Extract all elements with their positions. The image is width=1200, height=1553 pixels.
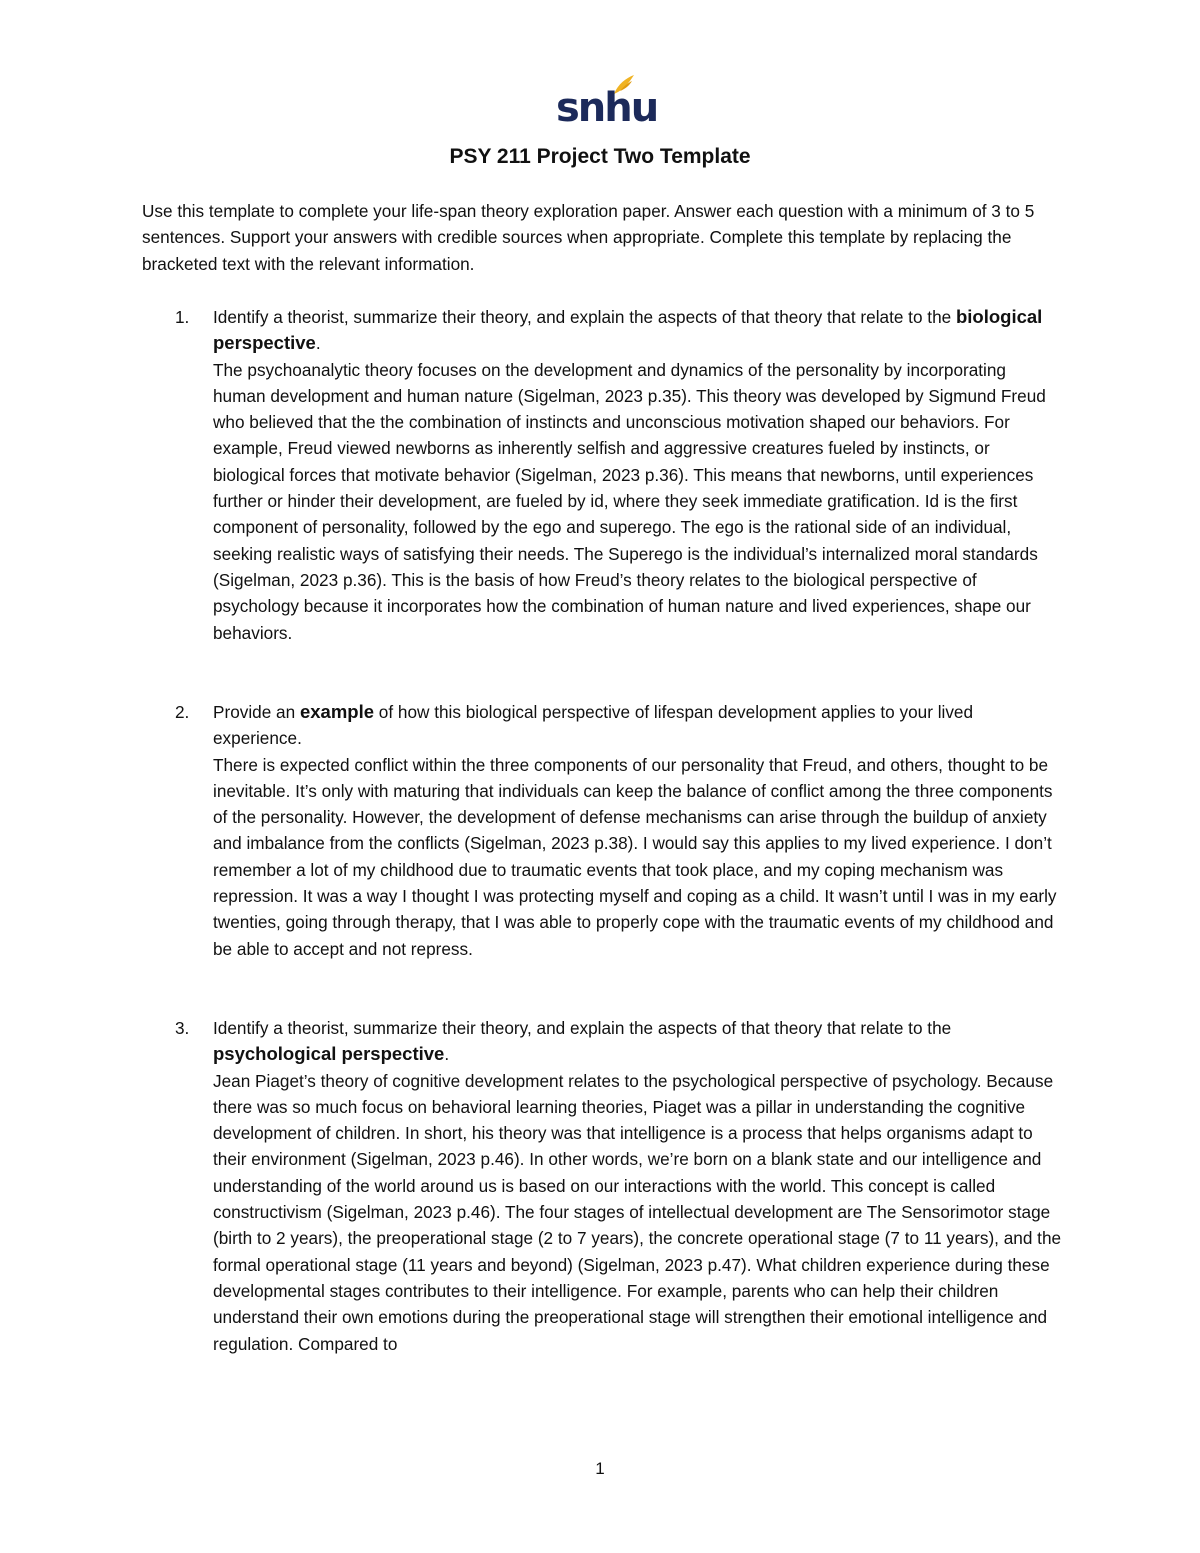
- question-prompt: Provide an example of how this biological perspective of lifespan development applies to your lived experience.: [213, 701, 974, 749]
- question-emphasis: biological perspective: [213, 306, 1043, 354]
- question-item-2: [142, 699, 1062, 962]
- answer-text: The psychoanalytic theory focuses on the development and dynamics of the personality by incorporating human development and human nature (Sigelman, 2023 p.35). This theory was developed by Sigmund Freud who believed that the the combination of instincts and unconscious motivation shaped our behaviors. For example, Freud viewed newborns as inherently selfish and aggressive creatures fueled by instincts, or biological forces that motivate behavior (Sigelman, 2023 p.36). This means that newborns, until experiences further or hinder their development, are fueled by id, where they seek immediate gratification. Id is the first component of personality, followed by the ego and superego. The ego is the rational side of an individual, seeking realistic ways of satisfying their needs. The Superego is the individual’s internalized moral standards (Sigelman, 2023 p.36). This is the basis of how Freud’s theory relates to the biological perspective of psychology because it incorporates how the combination of human nature and lived experiences, shape our behaviors.: [213, 359, 1046, 643]
- answer-text: There is expected conflict within the three components of our personality that Freud, and others, thought to be inevitable. It’s only with maturing that individuals can keep the balance of conflict among the three components of the personality. However, the development of defense mechanisms can arise through the buildup of anxiety and imbalance from the conflicts (Sigelman, 2023 p.38). I would say this applies to my lived experience. I don’t remember a lot of my childhood due to traumatic events that took place, and my coping mechanism was repression. It was a way I thought I was protecting myself and coping as a child. It wasn’t until I was in my early twenties, going through therapy, that I was able to properly cope with the traumatic events of my childhood and be able to accept and not repress.: [213, 754, 1057, 959]
- question-prompt: Identify a theorist, summarize their theory, and explain the aspects of that theory that relate to the biological perspective.: [213, 306, 1043, 354]
- question-prompt: Identify a theorist, summarize their theory, and explain the aspects of that theory that relate to the psychological perspective.: [213, 1018, 952, 1065]
- question-emphasis: psychological perspective: [213, 1043, 445, 1065]
- logo-wordmark: snhu: [556, 85, 658, 131]
- question-number: 2.: [175, 702, 190, 722]
- question-emphasis: example: [299, 701, 374, 722]
- page-title: PSY 211 Project Two Template: [449, 145, 751, 168]
- question-item-3: [142, 1015, 1062, 1357]
- snhu-logo: [556, 74, 658, 134]
- answer-text: Jean Piaget’s theory of cognitive development relates to the psychological perspective of psychology. Because there was so much focus on behavioral learning theories, Piaget was a pillar in understanding the cognitive development of children. In short, his theory was that intelligence is a process that helps organisms adapt to their environment (Sigelman, 2023 p.46). In other words, we’re born on a blank state and our intelligence and understanding of the world around us is based on our interactions with the world. This concept is called constructivism (Sigelman, 2023 p.46). The four stages of intellectual development are The Sensorimotor stage (birth to 2 years), the preoperational stage (2 to 7 years), the concrete operational stage (7 to 11 years), and the formal operational stage (11 years and beyond) (Sigelman, 2023 p.47). What children experience during these developmental stages contributes to their intelligence. For example, parents who can help their children understand their own emotions during the preoperational stage will strengthen their emotional intelligence and regulation. Compared to: [213, 1070, 1062, 1354]
- page-number: 1: [595, 1459, 605, 1478]
- question-number: 3.: [175, 1018, 190, 1038]
- question-item-1: [142, 304, 1062, 646]
- question-number: 1.: [175, 307, 190, 327]
- intro-paragraph: Use this template to complete your life-span theory exploration paper. Answer each question with a minimum of 3 to 5 sentences. Support your answers with credible sources when appropriate. Complete this template by replacing the bracketed text with the relevant information.: [142, 201, 1035, 274]
